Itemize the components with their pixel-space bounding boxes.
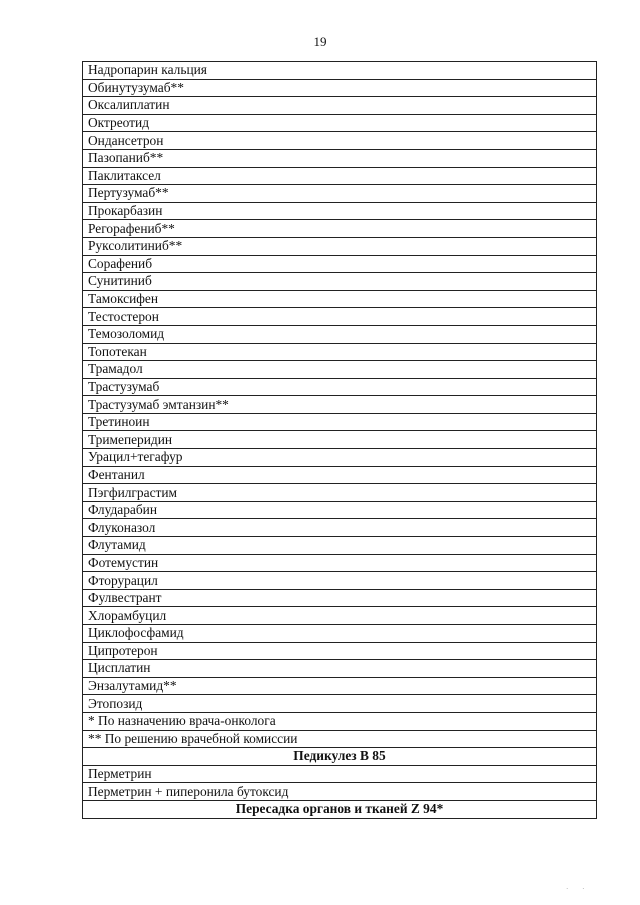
drug-name-cell: Тримеперидин <box>83 431 597 449</box>
drug-name-cell: Топотекан <box>83 343 597 361</box>
drug-name-cell: Хлорамбуцил <box>83 607 597 625</box>
drug-name-cell: Надропарин кальция <box>83 62 597 80</box>
drug-name-cell: Обинутузумаб** <box>83 79 597 97</box>
table-row <box>83 167 597 185</box>
drug-name-cell: Темозоломид <box>83 325 597 343</box>
drug-name-cell: Ондансетрон <box>83 132 597 150</box>
drug-name-cell: Энзалутамид** <box>83 677 597 695</box>
drug-name-cell: Паклитаксел <box>83 167 597 185</box>
table-row <box>83 730 597 748</box>
section-heading-row <box>83 748 597 766</box>
table-row <box>83 185 597 203</box>
drug-name-cell: Флутамид <box>83 537 597 555</box>
drug-name-cell: Тестостерон <box>83 308 597 326</box>
drug-name-cell: Фторурацил <box>83 572 597 590</box>
page-number: 19 <box>313 34 327 49</box>
table-row <box>83 484 597 502</box>
drug-name-cell: Октреотид <box>83 114 597 132</box>
table-row <box>83 114 597 132</box>
table-row <box>83 466 597 484</box>
table-row <box>83 273 597 291</box>
drug-name-cell: Ципротерон <box>83 642 597 660</box>
table-row <box>83 765 597 783</box>
drug-name-cell: Трастузумаб <box>83 378 597 396</box>
drug-name-cell: Третиноин <box>83 413 597 431</box>
drug-name-cell: Трастузумаб эмтанзин** <box>83 396 597 414</box>
drug-name-cell: Цисплатин <box>83 660 597 678</box>
table-row <box>83 554 597 572</box>
table-row <box>83 97 597 115</box>
drug-name-cell: Перметрин <box>83 765 597 783</box>
section-heading-row <box>83 800 597 818</box>
drug-name-cell: Фотемустин <box>83 554 597 572</box>
table-row <box>83 660 597 678</box>
table-row <box>83 695 597 713</box>
table-row <box>83 572 597 590</box>
drug-name-cell: Руксолитиниб** <box>83 237 597 255</box>
table-row <box>83 220 597 238</box>
drug-name-cell: Урацил+тегафур <box>83 449 597 467</box>
drug-name-cell: Фулвестрант <box>83 589 597 607</box>
table-row <box>83 519 597 537</box>
drug-name-cell: Тамоксифен <box>83 290 597 308</box>
table-row <box>83 325 597 343</box>
drug-list-body <box>83 62 597 819</box>
table-row <box>83 79 597 97</box>
drug-name-cell: Трамадол <box>83 361 597 379</box>
table-row <box>83 202 597 220</box>
drug-list-table <box>82 61 597 819</box>
table-row <box>83 132 597 150</box>
drug-name-cell: Флударабин <box>83 501 597 519</box>
drug-name-cell: ** По решению врачебной комиссии <box>83 730 597 748</box>
table-row <box>83 378 597 396</box>
table-row <box>83 431 597 449</box>
table-row <box>83 290 597 308</box>
drug-name-cell: Циклофосфамид <box>83 625 597 643</box>
section-heading-cell: Пересадка органов и тканей Z 94* <box>83 800 597 818</box>
table-row <box>83 501 597 519</box>
table-row <box>83 712 597 730</box>
table-row <box>83 343 597 361</box>
drug-name-cell: Пертузумаб** <box>83 185 597 203</box>
drug-name-cell: Пэгфилграстим <box>83 484 597 502</box>
scan-mark: · · <box>566 885 591 893</box>
table-row <box>83 149 597 167</box>
table-row <box>83 413 597 431</box>
drug-name-cell: Флуконазол <box>83 519 597 537</box>
table-row <box>83 237 597 255</box>
table-row <box>83 783 597 801</box>
drug-name-cell: Фентанил <box>83 466 597 484</box>
table-row <box>83 537 597 555</box>
table-row <box>83 589 597 607</box>
drug-name-cell: Перметрин + пиперонила бутоксид <box>83 783 597 801</box>
drug-name-cell: Оксалиплатин <box>83 97 597 115</box>
drug-name-cell: Регорафениб** <box>83 220 597 238</box>
drug-name-cell: Прокарбазин <box>83 202 597 220</box>
section-heading-cell: Педикулез В 85 <box>83 748 597 766</box>
table-row <box>83 396 597 414</box>
drug-name-cell: Сунитиниб <box>83 273 597 291</box>
drug-name-cell: * По назначению врача-онколога <box>83 712 597 730</box>
table-row <box>83 449 597 467</box>
table-row <box>83 255 597 273</box>
table-row <box>83 361 597 379</box>
drug-name-cell: Сорафениб <box>83 255 597 273</box>
table-row <box>83 642 597 660</box>
drug-name-cell: Этопозид <box>83 695 597 713</box>
drug-name-cell: Пазопаниб** <box>83 149 597 167</box>
table-row <box>83 677 597 695</box>
table-row <box>83 607 597 625</box>
table-row <box>83 62 597 80</box>
table-row <box>83 308 597 326</box>
table-row <box>83 625 597 643</box>
